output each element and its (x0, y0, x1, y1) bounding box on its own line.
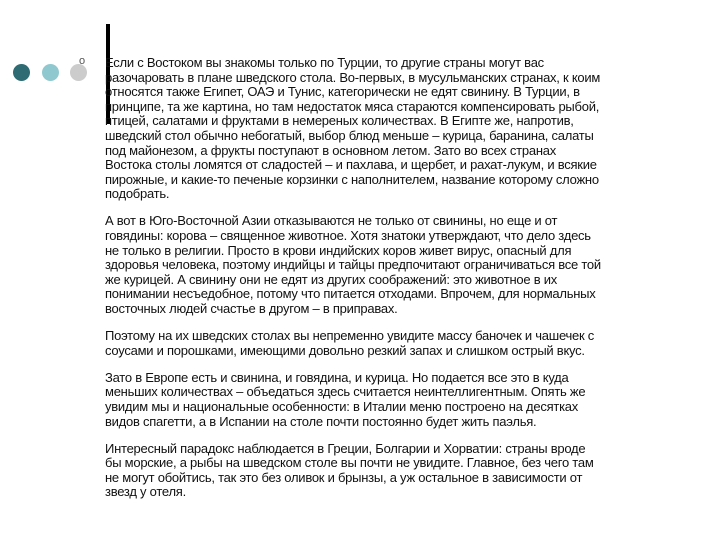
bullet-icon: o (79, 55, 86, 67)
paragraph (105, 214, 705, 316)
text-line: меньших количествах – объедаться здесь считается неинтеллигентным. Опять же (105, 384, 586, 400)
paragraph (105, 329, 705, 358)
decor-circle-dark (13, 64, 30, 81)
text-line: не только в религии. Просто в крови индийских коров живет вирус, опасный для (105, 242, 572, 258)
text-line: разочаровать в плане шведского стола. Во-первых, в мусульманских странах, к коим (105, 69, 601, 85)
text-line: видов спагетти, а в Испании на столе почти постоянно будет жить паэлья. (105, 413, 537, 429)
text-line: Востока столы ломятся от сладостей – и пахлава, и щербет, и рахат-лукум, и всякие (105, 157, 597, 173)
text-line: Зато в Европе есть и свинина, и говядина, и курица. Но подается все это в куда (105, 369, 569, 385)
text-line: восточных людей счастье в другом – в приправах. (105, 301, 398, 316)
text-line: подобрать. (105, 186, 170, 202)
text-line: под майонезом, а фрукты поступают в основном летом. Зато во всех странах (105, 142, 556, 158)
text-line: здоровья человека, поэтому индийцы и тайцы предпочитают ограничиваться все той (105, 257, 601, 273)
text-line: относятся также Египет, ОАЭ и Тунис, категорически не едят свинину. В Турции, в (105, 84, 580, 100)
text-line: птицей, салатами и фруктами в немереных количествах. В Египте же, напротив, (105, 113, 574, 129)
text-line: шведский стол обычно небогатый, выбор блюд меньше – курица, баранина, салаты (105, 127, 594, 143)
text-line: говядины: корова – священное животное. Хотя знатоки утверждают, что дело здесь (105, 228, 591, 244)
text-line: бы морские, а рыбы на шведском столе вы почти не увидите. Главное, без чего там (105, 455, 594, 471)
text-line: пирожные, и какие-то печеные корзинки с наполнителем, название которому сложно (105, 171, 599, 187)
text-line: понимании несъедобное, потому что питается отходами. Впрочем, для нормальных (105, 286, 596, 302)
text-line: не могут обойтись, так это без оливок и брынзы, а уж остальное в зависимости от (105, 469, 583, 485)
text-line: соусами и порошками, имеющими довольно резкий запах и слишком острый вкус. (105, 342, 585, 358)
decor-circle-light (42, 64, 59, 81)
paragraph (105, 442, 705, 500)
text-line: же курицей. А свинину они не едят из других соображений: это животное в их (105, 271, 557, 287)
text-line: А вот в Юго-Восточной Азии отказываются не только от свинины, но еще и от (105, 213, 558, 229)
paragraph (105, 371, 705, 429)
slide-text (105, 56, 705, 513)
text-line: увидим мы и национальные особенности: в Италии меню построено на десятках (105, 398, 579, 414)
text-line: Поэтому на их шведских столах вы непременно увидите массу баночек и чашечек с (105, 328, 595, 344)
text-line: звезд у отеля. (105, 484, 186, 500)
paragraph (105, 56, 705, 202)
text-line: принципе, та же картина, но там недостаток мяса стараются компенсировать рыбой, (105, 98, 600, 114)
text-line: Интересный парадокс наблюдается в Греции, Болгарии и Хорватии: страны вроде (105, 440, 586, 456)
text-line: Если с Востоком вы знакомы только по Турции, то другие страны могут вас (105, 55, 544, 70)
